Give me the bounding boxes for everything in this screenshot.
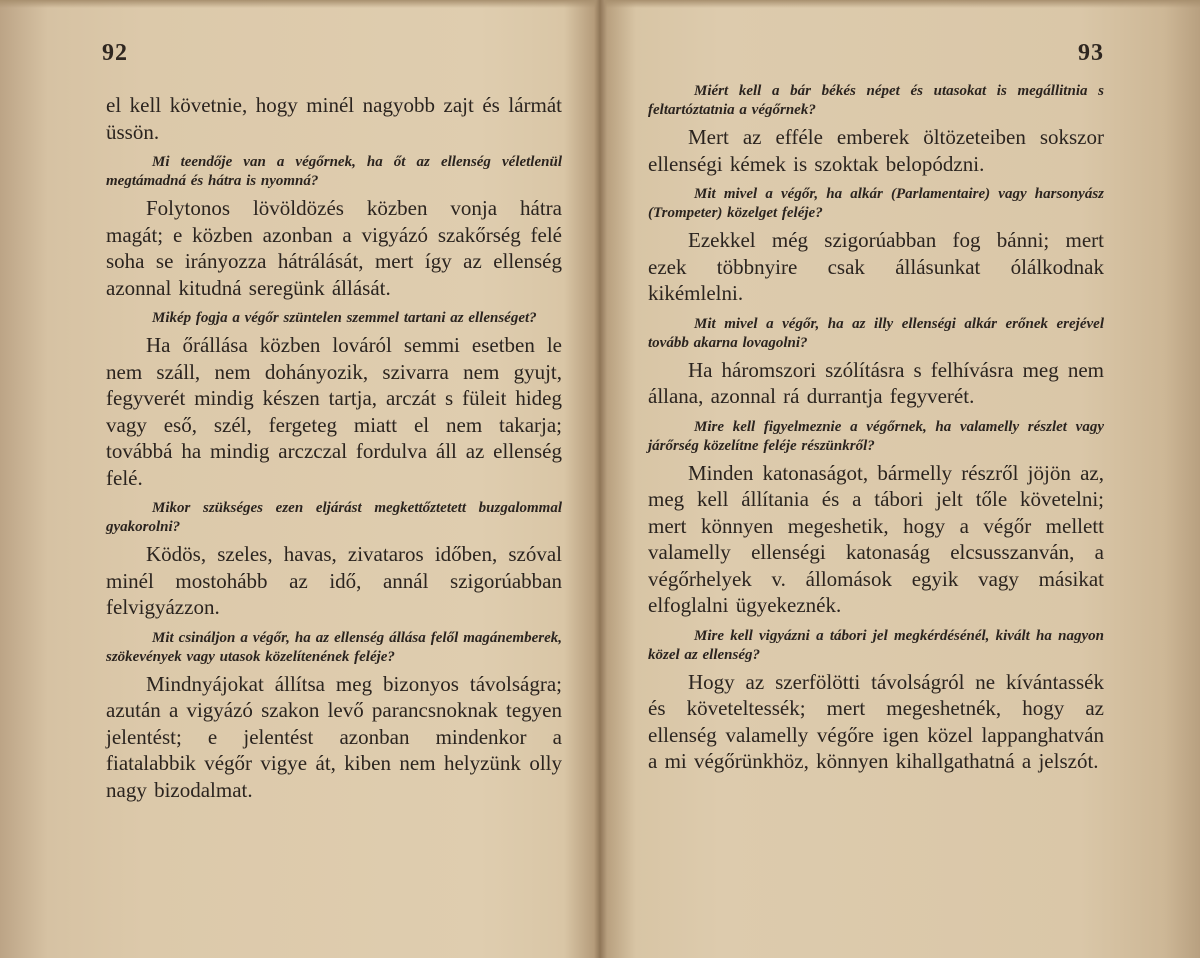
question-paragraph: Mit mivel a végőr, ha alkár (Parlamentaire) vagy harsonyász (Trompeter) közelget feléje?	[648, 186, 1104, 221]
question-paragraph: Mi teendője van a végőrnek, ha őt az ellenség véletlenül megtámadná és hátra is nyomná?	[106, 154, 562, 189]
answer-paragraph: el kell követnie, hogy minél nagyobb zajt és lármát üssön.	[106, 93, 562, 144]
question-paragraph: Mire kell figyelmeznie a végőrnek, ha valamelly részlet vagy járőrség közelítne feléje részünkről?	[648, 418, 1104, 454]
answer-paragraph: Minden katonaságot, bármelly részről jöjön az, meg kell állítania és a tábori jelt tőle követelni; mert könnyen megeshetik, hogy a végőr mellett valamelly ellenségi katonaság elcsusszanván, a végőrhelyek v. állomások egyik vagy másikat elfoglalni ügyekeznék.	[648, 460, 1104, 617]
right-page	[604, 0, 1200, 958]
question-paragraph: Mikor szükséges ezen eljárást megkettőztetett buzgalommal gyakorolni?	[106, 500, 562, 535]
question-paragraph: Mikép fogja a végőr szüntelen szemmel tartani az ellenséget?	[152, 310, 537, 326]
answer-paragraph: Folytonos lövöldözés közben vonja hátra magát; e közben azonban a vigyázó szakőrség felé soha se irányozza hátrálását, mert így az ellenség azonnal kitudná seregünk állását.	[106, 196, 562, 300]
answer-paragraph: Ezekkel még szigorúabban fog bánni; mert ezek többnyire csak állásunkat ólálkodnak kikémlelni.	[648, 228, 1104, 305]
question-paragraph: Mit csináljon a végőr, ha az ellenség állása felől magánemberek, szökevények vagy utasok közelítenének feléje?	[106, 629, 562, 665]
left-page-text	[106, 92, 562, 803]
answer-paragraph: Hogy az szerfölötti távolságról ne kívántassék és követeltessék; mert megeshetnék, hogy az ellenség valamelly végőre igen közel lappanghatván a mi végőrünkhöz, könnyen kihallgathatná a jelszót.	[648, 669, 1104, 773]
answer-paragraph: Ha őrállása közben lováról semmi esetben le nem száll, nem dohányozik, szivarra nem gyujt, fegyverét mindig készen tartja, arczát s füleit hideg vagy eső, szél, fergeteg miatt el nem takarja; továbbá ha mindig arczczal fordulva áll az ellenség felé.	[106, 333, 562, 490]
question-paragraph: Miért kell a bár békés népet és utasokat is megállitnia s feltartóztatnia a végőrnek?	[648, 83, 1104, 118]
page-number-right: 93	[1078, 40, 1104, 66]
question-paragraph: Mit mivel a végőr, ha az illy ellenségi alkár erőnek erejével tovább akarna lovagolni?	[648, 315, 1104, 351]
page-edge	[604, 0, 1200, 8]
answer-paragraph: Mindnyájokat állítsa meg bizonyos távolságra; azután a vigyázó szakon levő parancsnoknak tegyen jelentést; e jelentést azonban mindenkor a fiatalabbik végőr vigye át, kiben nem helyzünk olly nagy bizodalmat.	[106, 671, 562, 802]
question-paragraph: Mire kell vigyázni a tábori jel megkérdésénél, kivált ha nagyon közel az ellenség?	[648, 627, 1104, 663]
right-page-text	[648, 82, 1104, 775]
answer-paragraph: Ha háromszori szólításra s felhívásra meg nem állana, azonnal rá durrantja fegyverét.	[648, 357, 1104, 408]
page-number-left: 92	[102, 40, 128, 66]
answer-paragraph: Mert az efféle emberek öltözeteiben sokszor ellenségi kémek is szoktak belopódzni.	[648, 125, 1104, 176]
page-edge	[0, 0, 596, 8]
left-page	[0, 0, 596, 958]
answer-paragraph: Ködös, szeles, havas, zivataros időben, szóval minél mostohább az idő, annál szigorúabban felvigyázzon.	[106, 542, 562, 619]
